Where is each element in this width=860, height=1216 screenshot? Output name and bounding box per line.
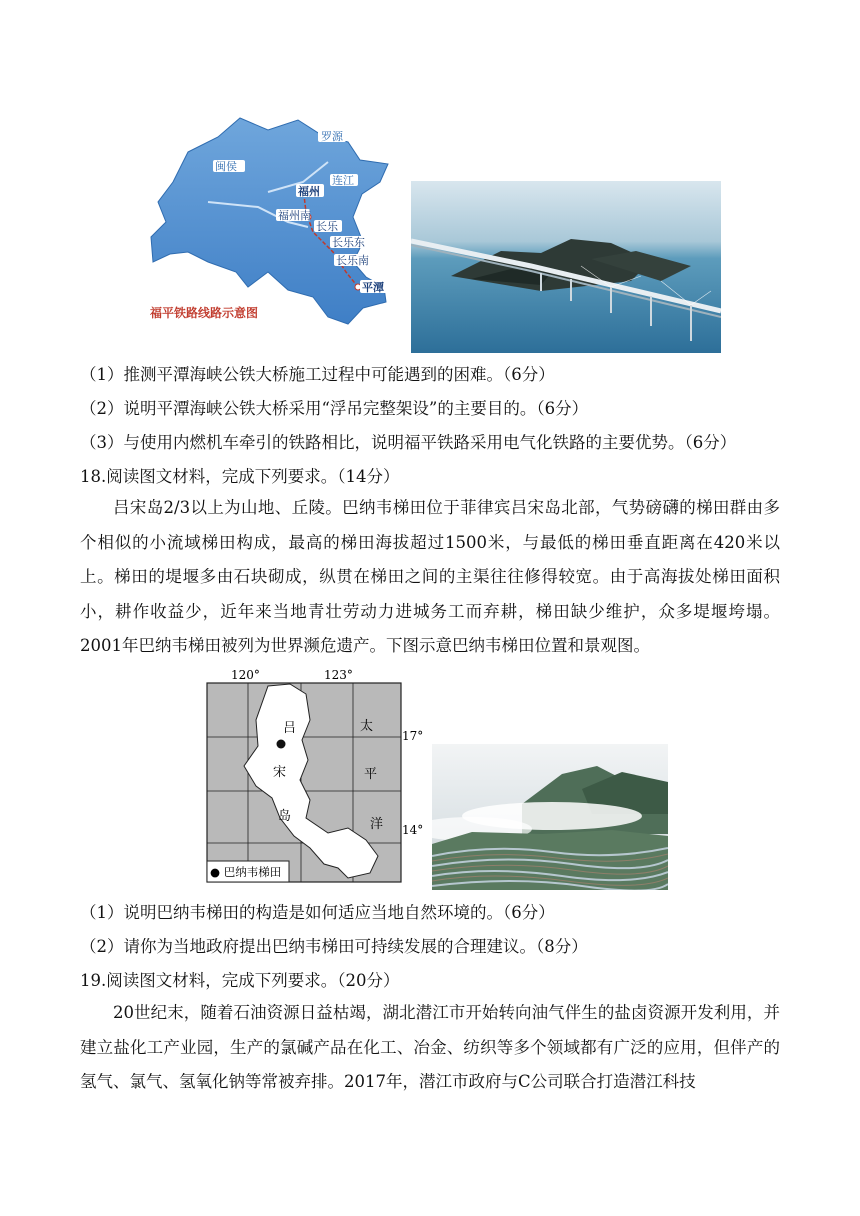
station-minhou: 闽侯 bbox=[215, 160, 237, 173]
pingtan-bridge-photo bbox=[411, 181, 721, 353]
fujian-land-shape bbox=[151, 118, 388, 324]
lon-label-120: 120° bbox=[231, 668, 260, 682]
q18-heading: 18.阅读图文材料，完成下列要求。（14分） bbox=[80, 467, 400, 486]
q19-paragraph: 20世纪末，随着石油资源日益枯竭，湖北潜江市开始转向油气伴生的盐卤资源开发利用，并建立盐化工产业园，生产的氯碱产品在化工、冶金、纺织等多个领域都有广泛的应用，但伴产的氢气、氯气、氢氧化钠等常被弃排。2017年，潜江市政府与C公司联合打造潜江科技 bbox=[80, 1003, 780, 1091]
station-changle-east: 长乐东 bbox=[332, 236, 365, 249]
rice-terrace-photo bbox=[432, 744, 668, 890]
lat-label-17: 17° bbox=[402, 729, 424, 743]
ocean-char-1: 太 bbox=[360, 719, 374, 734]
station-changle: 长乐 bbox=[316, 220, 338, 233]
q17-sub3: （3）与使用内燃机车牵引的铁路相比，说明福平铁路采用电气化铁路的主要优势。（6分） bbox=[80, 433, 737, 452]
map-title: 福平铁路线路示意图 bbox=[150, 306, 259, 320]
island-char-2: 宋 bbox=[273, 765, 287, 780]
station-fuzhou-south: 福州南 bbox=[278, 209, 311, 222]
q18-sub2: （2）请你为当地政府提出巴纳韦梯田可持续发展的合理建议。（8分） bbox=[80, 937, 588, 956]
island-char-3: 岛 bbox=[278, 809, 292, 824]
station-changle-south: 长乐南 bbox=[336, 254, 369, 267]
island-char-1: 吕 bbox=[283, 721, 297, 736]
station-luoyuan: 罗源 bbox=[321, 130, 343, 143]
ocean-char-3: 洋 bbox=[370, 817, 384, 832]
fuping-railway-map bbox=[148, 112, 396, 327]
q17-sub2: （2）说明平潭海峡公铁大桥采用“浮吊完整架设”的主要目的。（6分） bbox=[80, 399, 589, 418]
luzon-location-map bbox=[198, 668, 428, 884]
lon-label-123: 123° bbox=[324, 668, 353, 682]
q18-paragraph: 吕宋岛2/3以上为山地、丘陵。巴纳韦梯田位于菲律宾吕宋岛北部，气势磅礴的梯田群由多个相似的小流域梯田构成，最高的梯田海拔超过1500米，与最低的梯田垂直距离在420米以上。梯田的堤堰多由石块砌成，纵贯在梯田之间的主渠往往修得较宽。由于高海拔处梯田面积小，耕作收益少，近年来当地青壮劳动力进城务工而弃耕，梯田缺少维护，众多堤堰垮塌。2001年巴纳韦梯田被列为世界濒危遗产。下图示意巴纳韦梯田位置和景观图。 bbox=[80, 498, 780, 655]
q17-sub1: （1）推测平潭海峡公铁大桥施工过程中可能遇到的困难。（6分） bbox=[80, 365, 555, 384]
q18-sub1: （1）说明巴纳韦梯田的构造是如何适应当地自然环境的。（6分） bbox=[80, 903, 555, 922]
station-pingtan: 平潭 bbox=[362, 281, 384, 294]
station-lianjiang: 连江 bbox=[332, 174, 354, 187]
map-legend: ● 巴纳韦梯田 bbox=[210, 865, 282, 879]
lat-label-14: 14° bbox=[402, 823, 424, 837]
station-fuzhou: 福州 bbox=[298, 185, 320, 198]
banaue-terraces-marker bbox=[277, 740, 286, 749]
ocean-char-2: 平 bbox=[364, 767, 378, 782]
q19-heading: 19.阅读图文材料，完成下列要求。（20分） bbox=[80, 971, 400, 990]
